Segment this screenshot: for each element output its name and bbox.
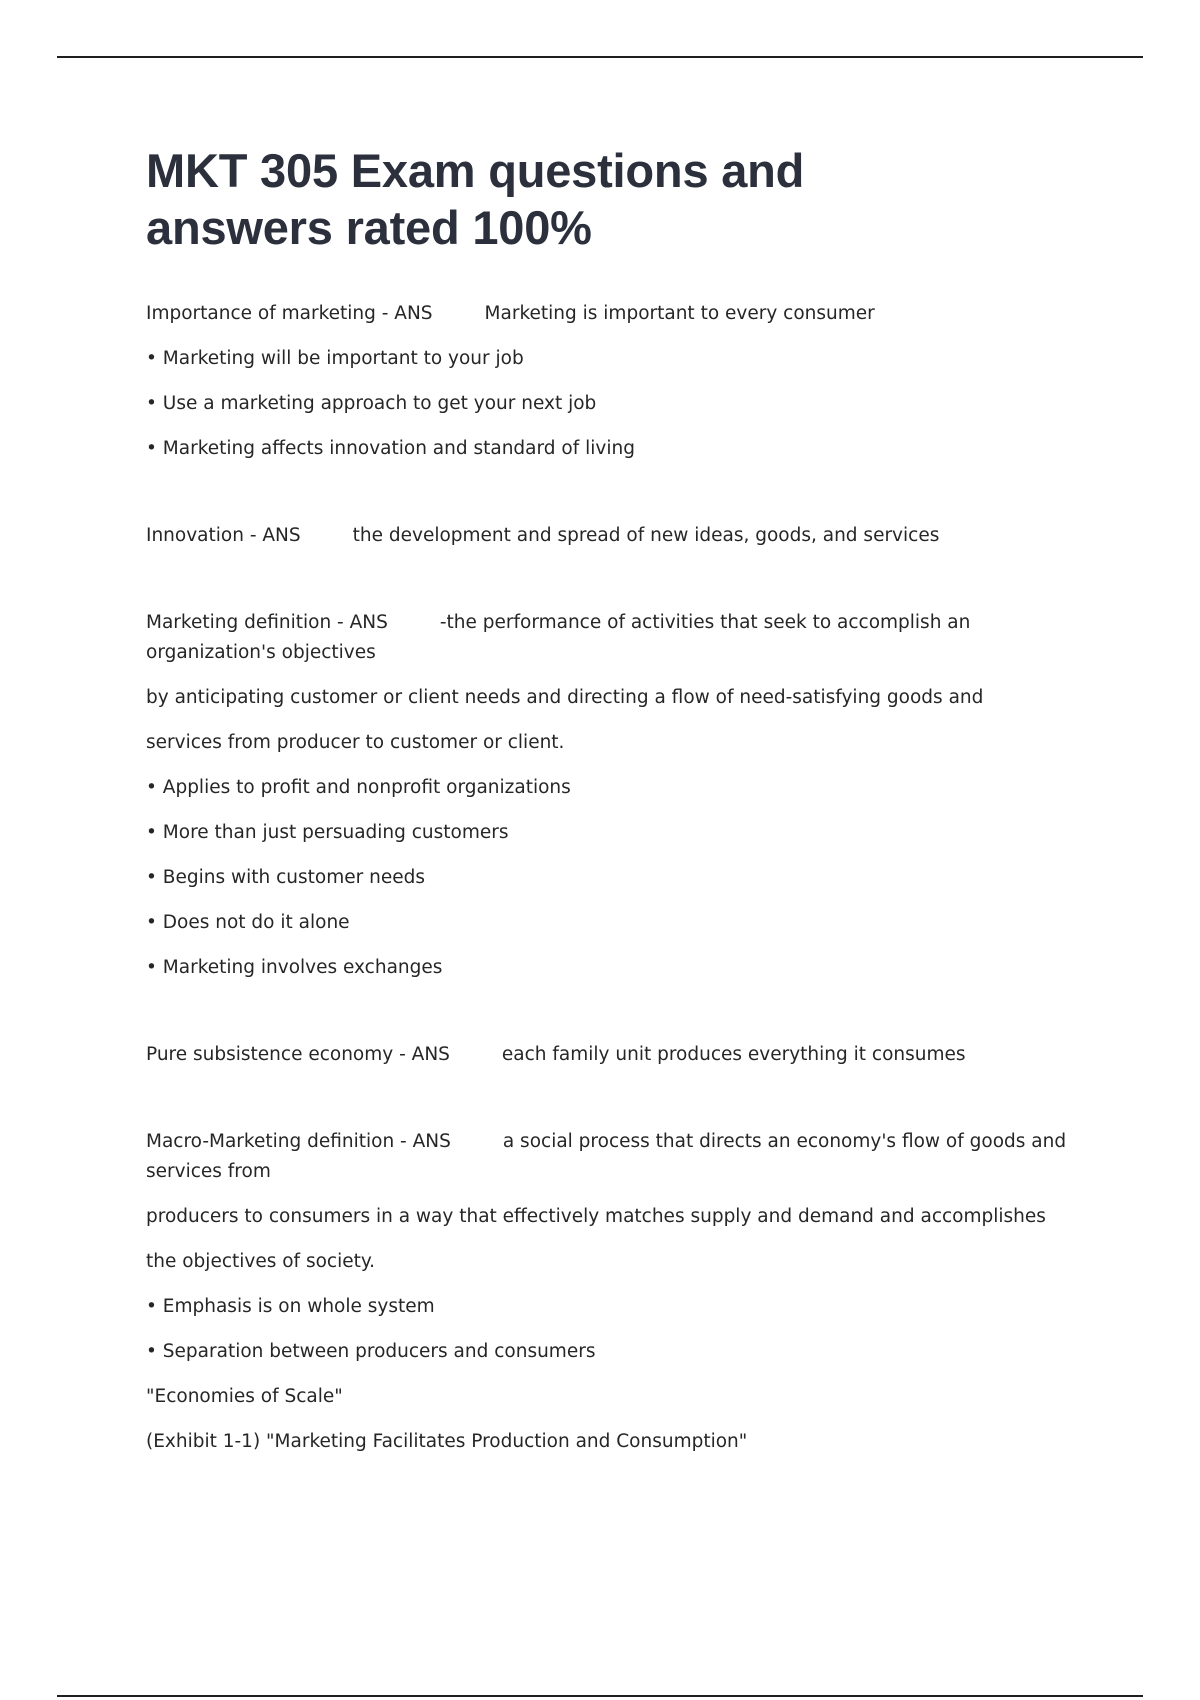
qa-entry-pure-subsistence-economy [146,1040,1076,1070]
bullet-line: • Marketing involves exchanges [146,957,443,978]
answer-text: Marketing is important to every consumer [484,303,875,324]
bullet-line: • Begins with customer needs [146,867,425,888]
document-title [146,142,1076,256]
bullet-line: • Applies to profit and nonprofit organizations [146,777,571,798]
title-line-1: MKT 305 Exam questions and [146,144,805,197]
qa-term-answer-line [146,1040,1076,1070]
bullet-line: • More than just persuading customers [146,822,509,843]
continuation-line: services from producer to customer or client. [146,732,565,753]
continuation-line: by anticipating customer or client needs and directing a flow of need-satisfying goods and [146,687,984,708]
bullet-line: • Marketing will be important to your job [146,348,524,369]
qa-entry-importance-of-marketing [146,299,1076,464]
continuation-line: producers to consumers in a way that effectively matches supply and demand and accomplishes [146,1206,1046,1227]
qa-term-answer-line [146,299,1076,329]
quote-line: "Economies of Scale" [146,1386,343,1407]
title-line-2: answers rated 100% [146,201,592,254]
answer-text: -the performance of activities that seek to accomplish an organization's objectives [146,612,971,663]
bullet-line: • Use a marketing approach to get your next job [146,393,597,414]
continuation-line: the objectives of society. [146,1251,376,1272]
qa-entry-innovation [146,521,1076,551]
bullet-line: • Emphasis is on whole system [146,1296,435,1317]
bullet-line: • Marketing affects innovation and standard of living [146,438,635,459]
qa-entry-macro-marketing-definition [146,1127,1076,1457]
qa-list [146,299,1076,1457]
qa-term-answer-line [146,1127,1076,1187]
question-term: Marketing definition - ANS [146,612,388,633]
bullet-line: • Separation between producers and consumers [146,1341,596,1362]
document-page [146,142,1076,1457]
qa-term-answer-line [146,521,1076,551]
answer-text: a social process that directs an economy's flow of goods and services from [146,1131,1067,1182]
question-term: Pure subsistence economy - ANS [146,1044,450,1065]
question-term: Importance of marketing - ANS [146,303,433,324]
answer-text: each family unit produces everything it consumes [501,1044,966,1065]
question-term: Innovation - ANS [146,525,301,546]
qa-term-answer-line [146,608,1076,668]
exhibit-line: (Exhibit 1-1) "Marketing Facilitates Production and Consumption" [146,1431,748,1452]
bottom-rule [57,1695,1143,1697]
question-term: Macro-Marketing definition - ANS [146,1131,451,1152]
bullet-line: • Does not do it alone [146,912,350,933]
answer-text: the development and spread of new ideas, goods, and services [352,525,940,546]
qa-entry-marketing-definition [146,608,1076,983]
top-rule [57,56,1143,58]
